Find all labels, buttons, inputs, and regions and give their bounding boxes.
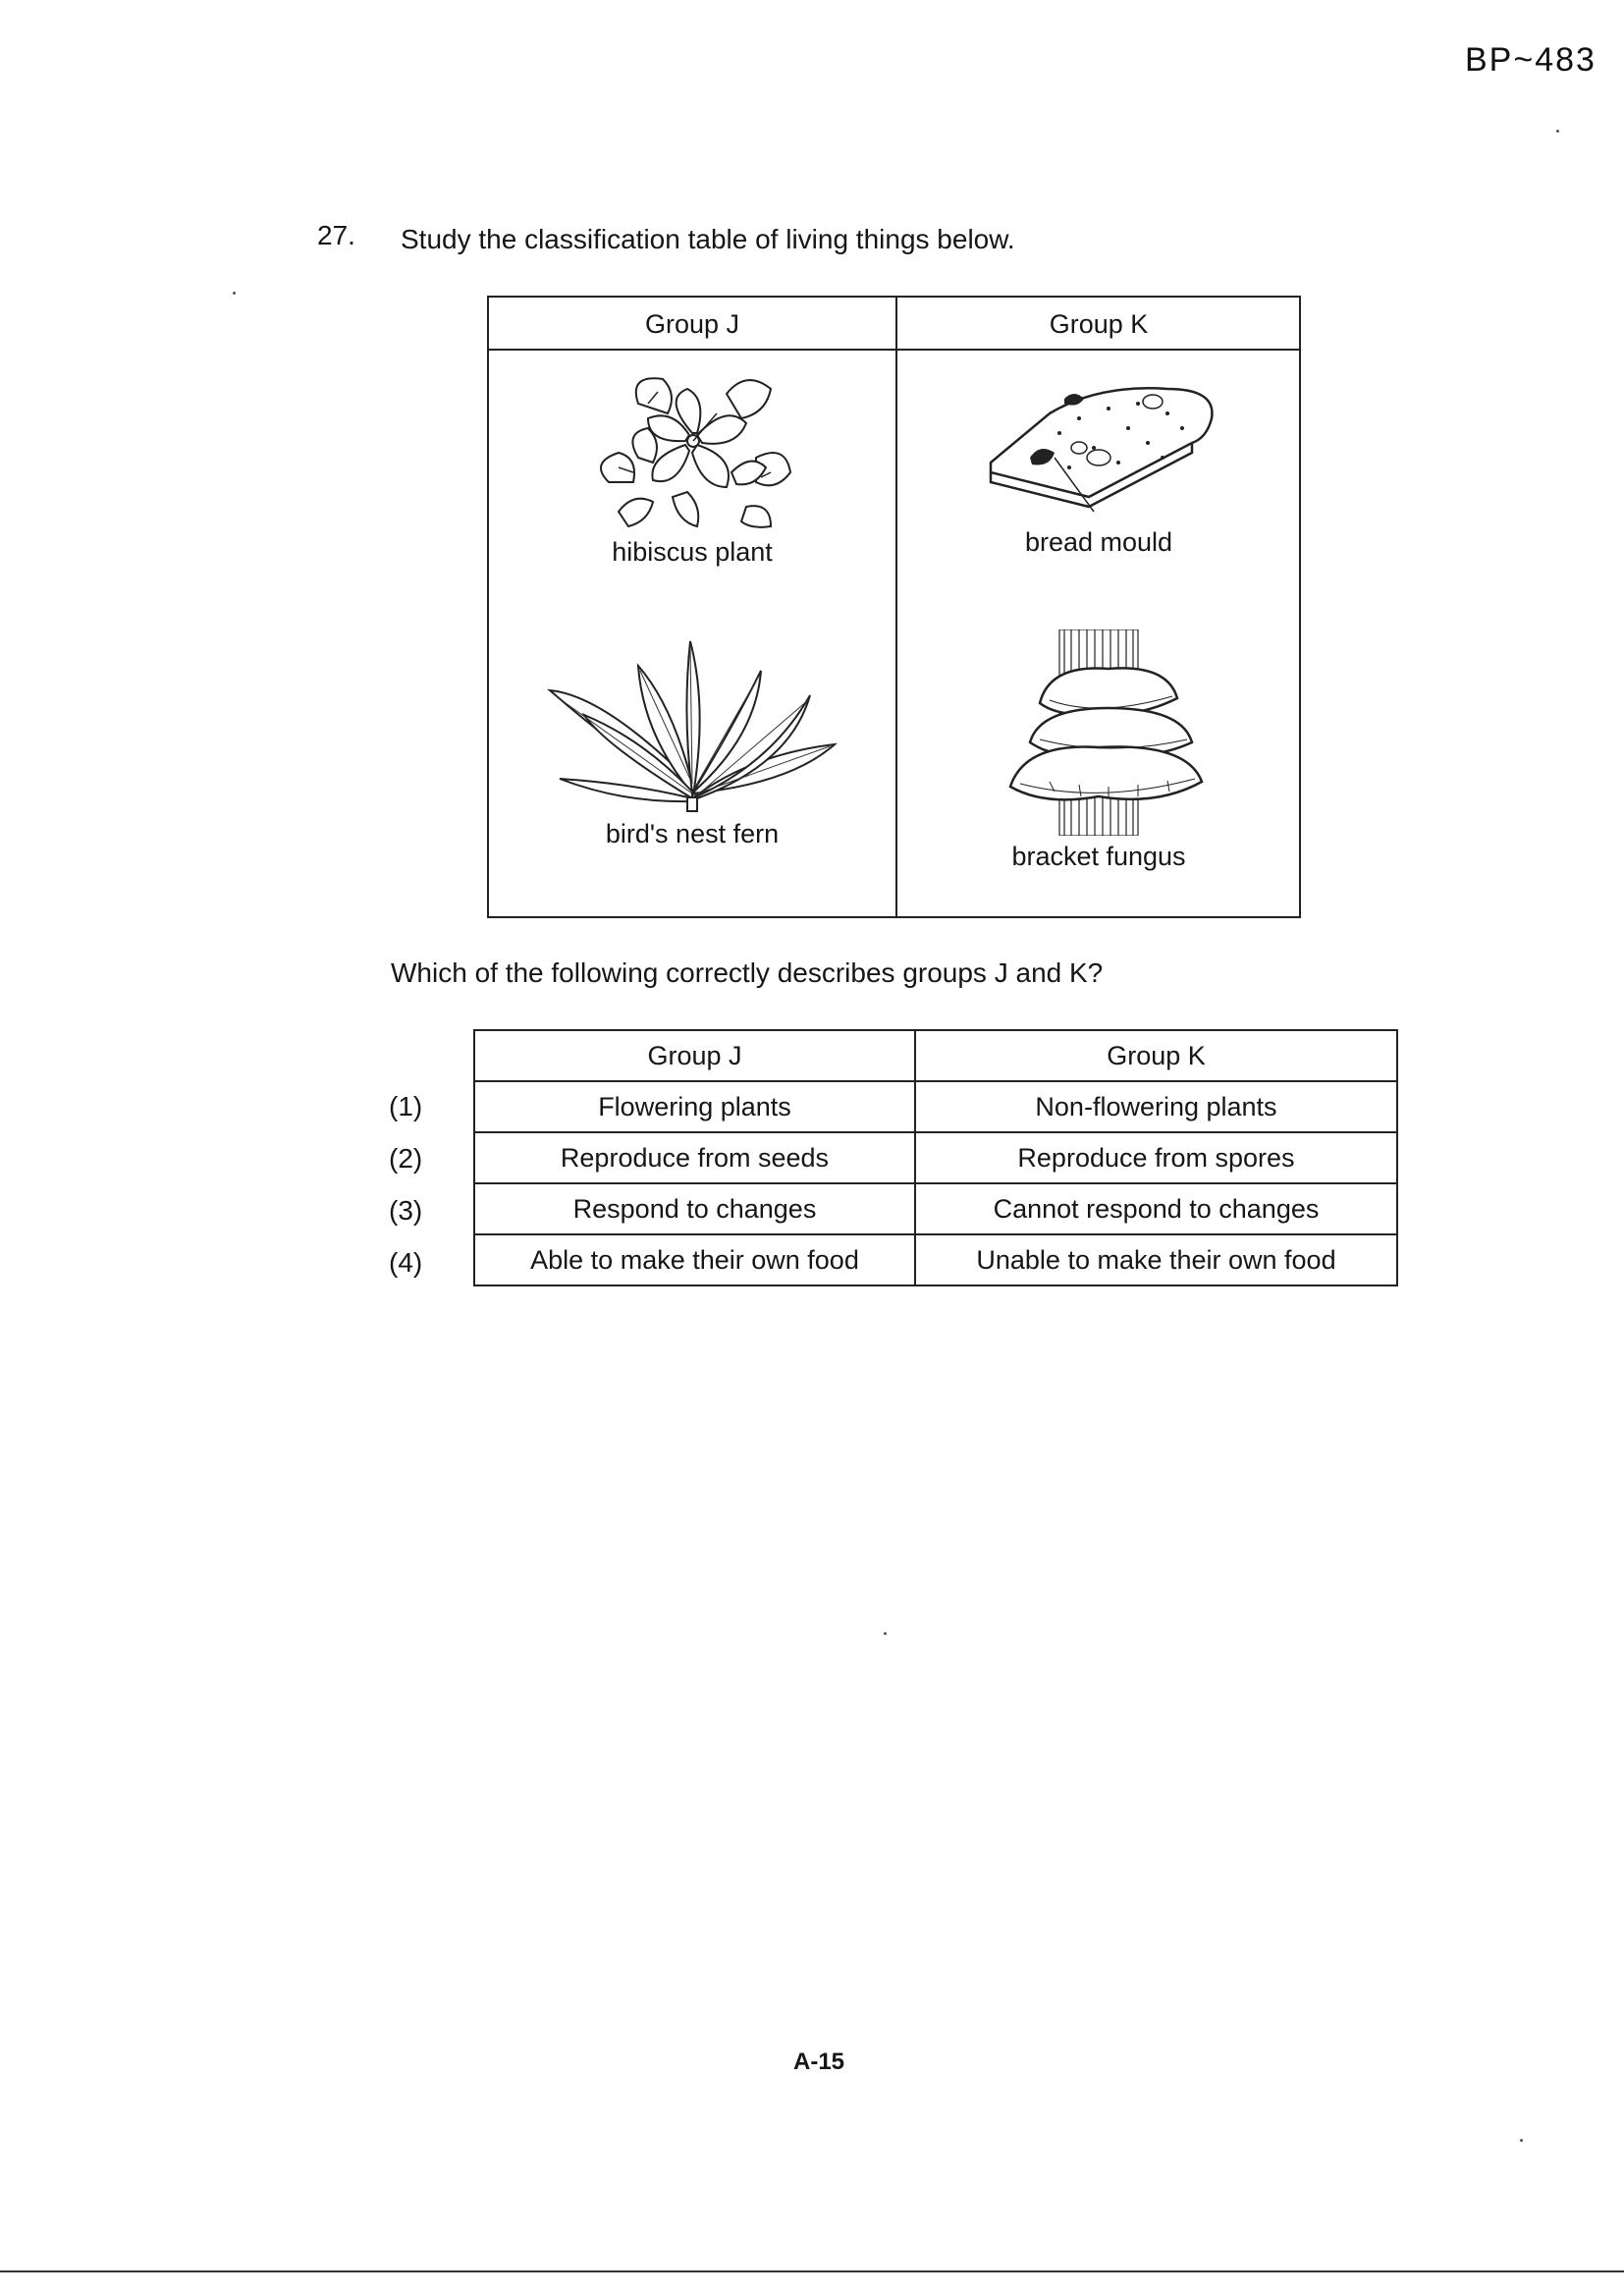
options-header-row [474,1030,1397,1081]
bread-mould-illustration [971,374,1226,521]
group-k-item-bracket-fungus [895,629,1302,872]
hibiscus-illustration [579,364,805,531]
option-number[interactable]: (3) [389,1195,423,1226]
option-group-k-cell: Cannot respond to changes [915,1183,1397,1234]
option-group-k-cell: Reproduce from spores [915,1132,1397,1183]
option-group-j-cell: Respond to changes [474,1183,915,1234]
question-number: 27. [317,220,355,250]
question-stem: Study the classification table of living things below. [401,224,1015,254]
group-j-item-caption: bird's nest fern [605,819,780,848]
option-number[interactable]: (4) [389,1247,423,1278]
group-k-item-caption: bread mould [1024,527,1173,557]
group-k-item-caption: bracket fungus [1011,842,1186,871]
group-j-item-caption: hibiscus plant [612,537,773,567]
group-k-item-bread-mould [895,374,1302,558]
scan-speck [1520,2139,1523,2142]
page-footer: A-15 [793,2049,845,2075]
option-group-j-cell: Flowering plants [474,1081,915,1132]
option-group-k-cell: Unable to make their own food [915,1234,1397,1285]
group-j-item-hibiscus [489,364,895,568]
option-group-j-cell: Able to make their own food [474,1234,915,1285]
scan-speck [1556,130,1559,133]
scan-speck [233,292,236,295]
group-j-heading: Group J [644,309,740,339]
bracket-fungus-illustration [991,629,1207,836]
options-header-group-k: Group K [915,1030,1397,1081]
option-row[interactable] [474,1234,1397,1285]
scan-speck [884,1632,887,1635]
option-number[interactable]: (1) [389,1091,423,1121]
options-table [473,1029,1398,1286]
group-k-heading: Group K [1049,309,1149,339]
classification-table [487,296,1301,918]
option-numbers [389,1080,422,1288]
question-prompt: Which of the following correctly describes groups J and K? [391,957,1104,988]
option-row[interactable] [474,1132,1397,1183]
page-code: BP~483 [1465,41,1597,79]
option-group-j-cell: Reproduce from seeds [474,1132,915,1183]
fern-illustration [545,636,839,813]
option-row[interactable] [474,1081,1397,1132]
group-j-item-fern [489,636,895,849]
table-header-rule [489,349,1299,351]
options-header-group-j: Group J [474,1030,915,1081]
option-group-k-cell: Non-flowering plants [915,1081,1397,1132]
option-number[interactable]: (2) [389,1143,423,1174]
option-row[interactable] [474,1183,1397,1234]
page-bottom-rule [0,2270,1624,2272]
